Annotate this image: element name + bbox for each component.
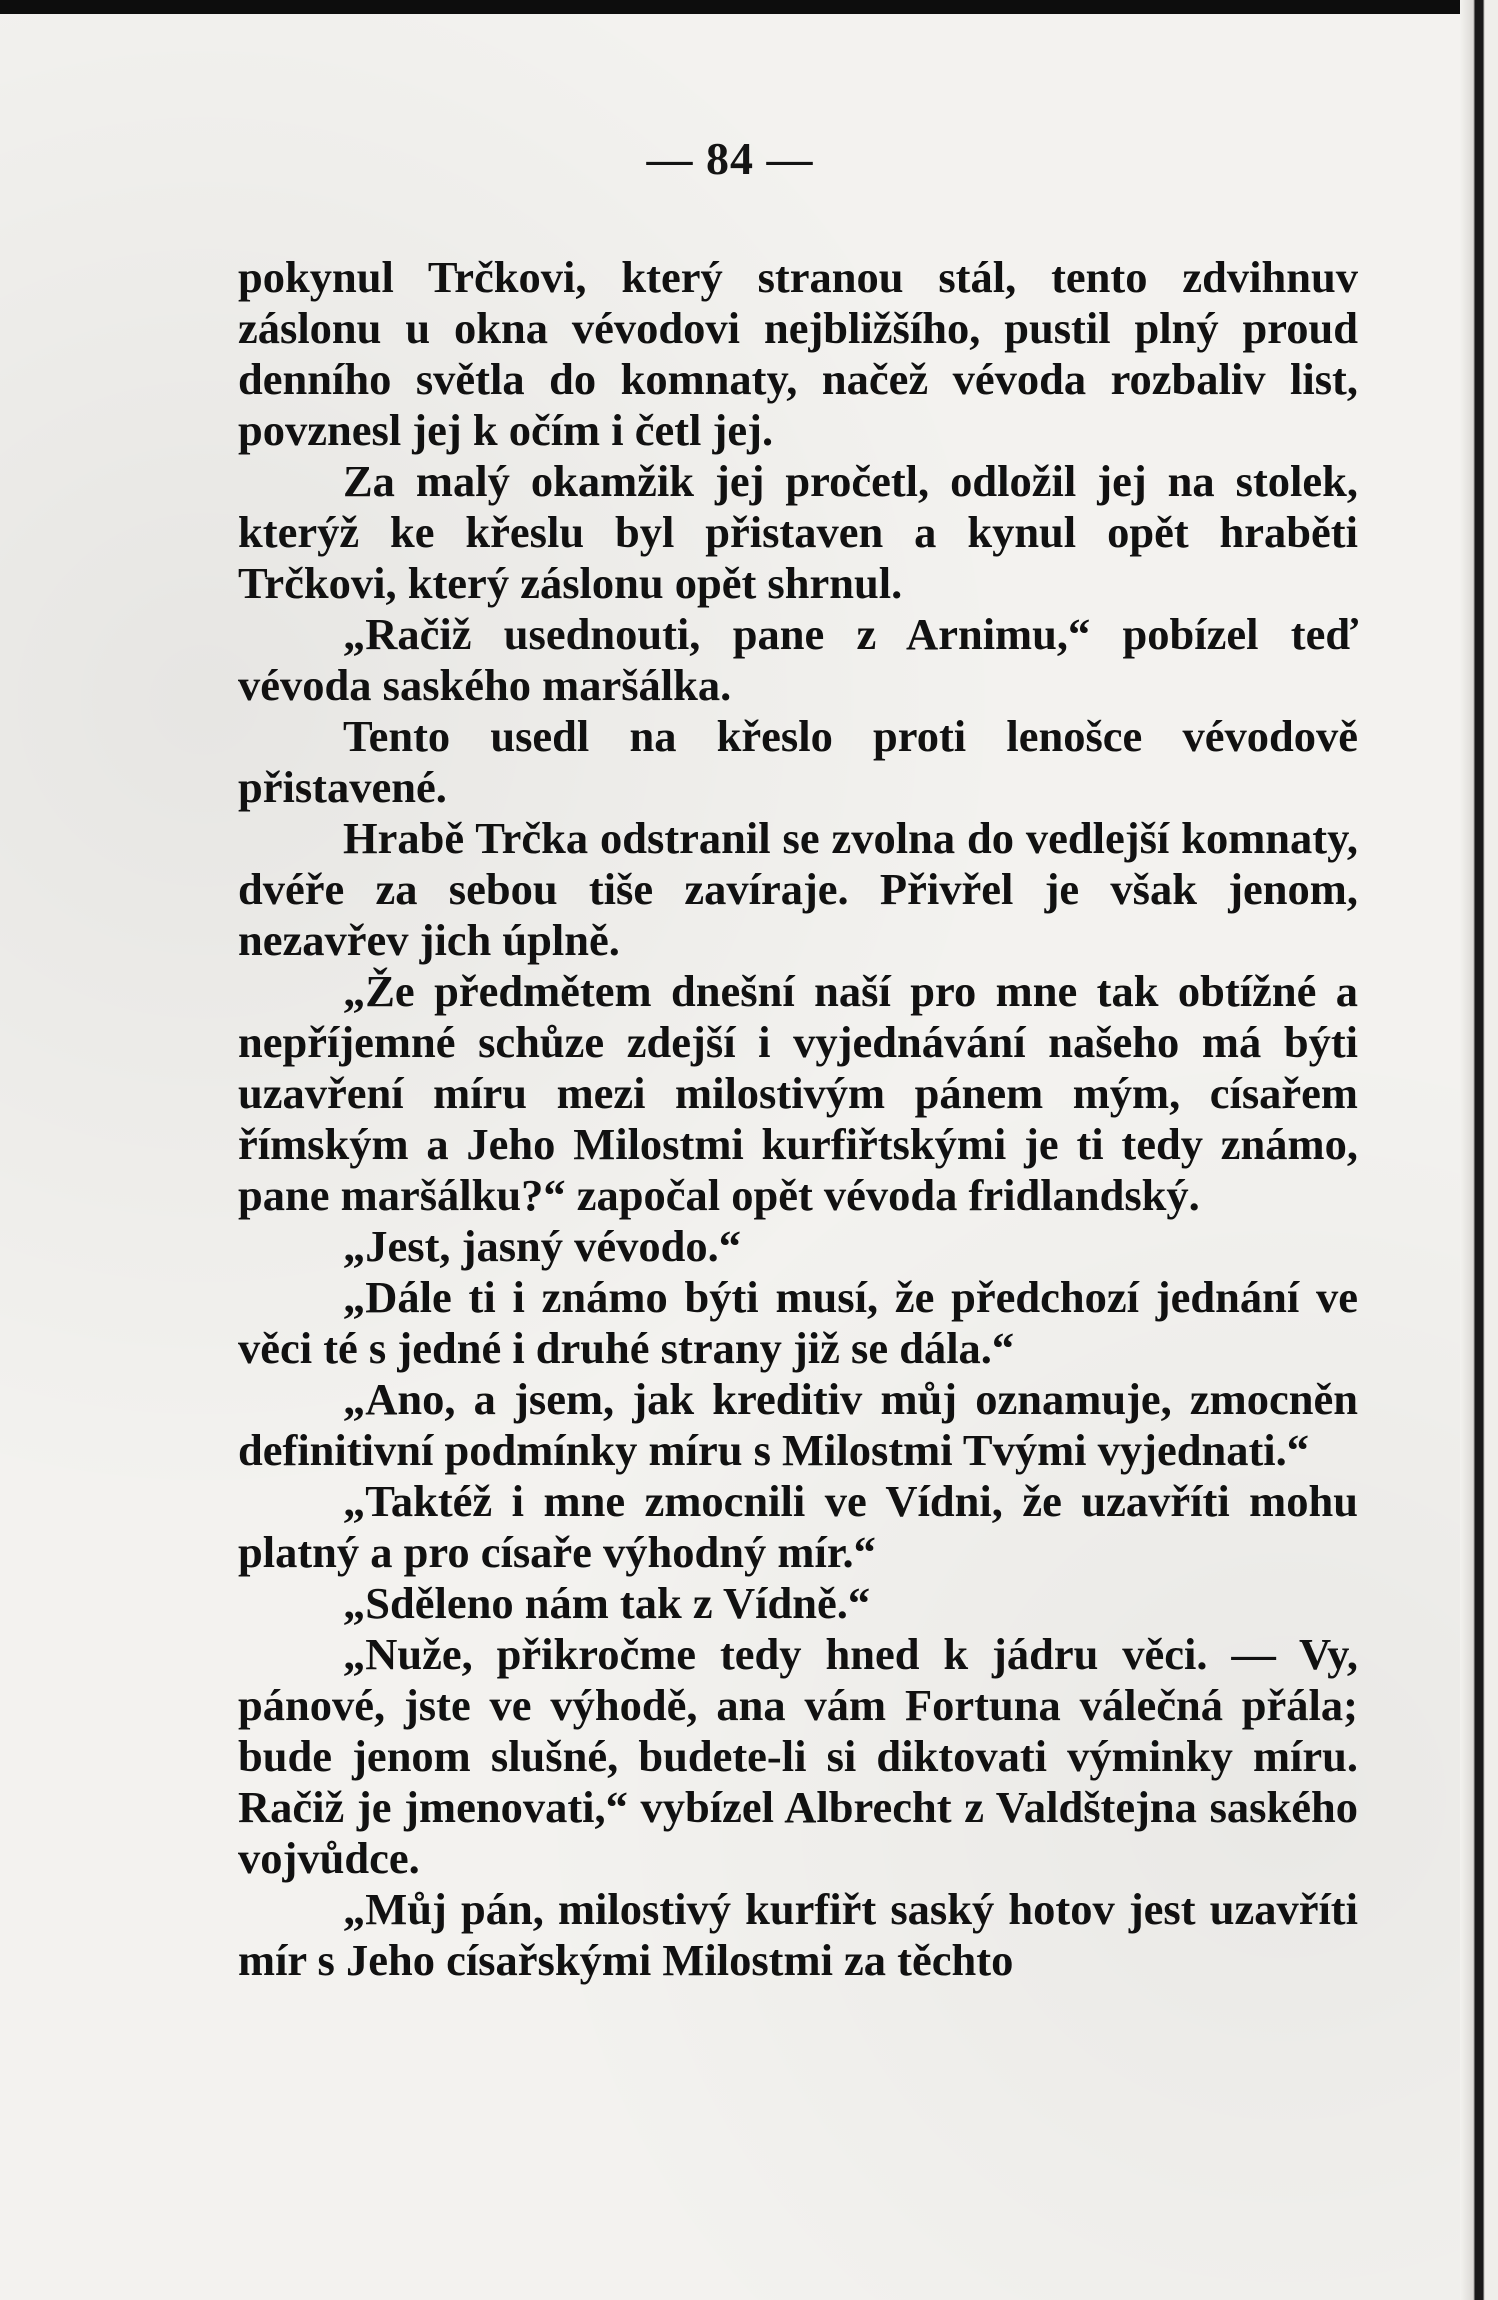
paragraph: „Taktéž i mne zmocnili ve Vídni, že uzavříti mohu platný a pro císaře výhodný mír.“ <box>238 1476 1358 1577</box>
paragraph: „Dále ti i známo býti musí, že předchozí jednání ve věci té s jedné i druhé strany již se dála.“ <box>238 1272 1358 1373</box>
paragraph: „Můj pán, milostivý kurfiřt saský hotov jest uzavříti mír s Jeho císařskými Milostmi za těchto <box>238 1884 1358 1985</box>
book-page <box>0 14 1460 2300</box>
paragraph: „Jest, jasný vévodo.“ <box>343 1221 742 1271</box>
paragraph: „Že předmětem dnešní naší pro mne tak obtížné a nepříjemné schůze zdejší i vyjednávání našeho má býti uzavření míru mezi milostivým pánem mým, císařem římským a Jeho Milostmi kurfiřtskými je ti tedy známo, pane maršálku?“ započal opět vévoda fridlandský. <box>238 966 1358 1220</box>
paragraph: „Nuže, přikročme tedy hned k jádru věci. — Vy, pánové, jste ve výhodě, ana vám Fortuna válečná přála; bude jenom slušné, budete-li si diktovati výminky míru. Račiž je jmenovati,“ vybízel Albrecht z Valdštejna saského vojvůdce. <box>238 1629 1358 1883</box>
paragraph: pokynul Trčkovi, který stranou stál, tento zdvihnuv záslonu u okna vévodovi nejbližšího, pustil plný proud denního světla do komnaty, načež vévoda rozbaliv list, povznesl jej k očím i četl jej. <box>238 252 1358 455</box>
page-text <box>238 252 1358 1986</box>
paragraph: „Ano, a jsem, jak kreditiv můj oznamuje, zmocněn definitivní podmínky míru s Milostmi Tvými vyjednati.“ <box>238 1374 1358 1475</box>
paragraph: Tento usedl na křeslo proti lenošce vévodově přistavené. <box>238 711 1358 812</box>
page-number: — 84 — <box>646 133 814 184</box>
paragraph: „Sděleno nám tak z Vídně.“ <box>343 1578 871 1628</box>
book-binding-edge <box>1460 0 1498 2300</box>
paragraph: Hrabě Trčka odstranil se zvolna do vedlejší komnaty, dvéře za sebou tiše zavíraje. Přivřel je však jenom, nezavřev jich úplně. <box>238 813 1358 965</box>
paragraph: Za malý okamžik jej pročetl, odložil jej na stolek, kterýž ke křeslu byl přistaven a kynul opět hraběti Trčkovi, který záslonu opět shrnul. <box>238 456 1358 608</box>
paragraph: „Račiž usednouti, pane z Arnimu,“ pobízel teď vévoda saského maršálka. <box>238 609 1358 710</box>
